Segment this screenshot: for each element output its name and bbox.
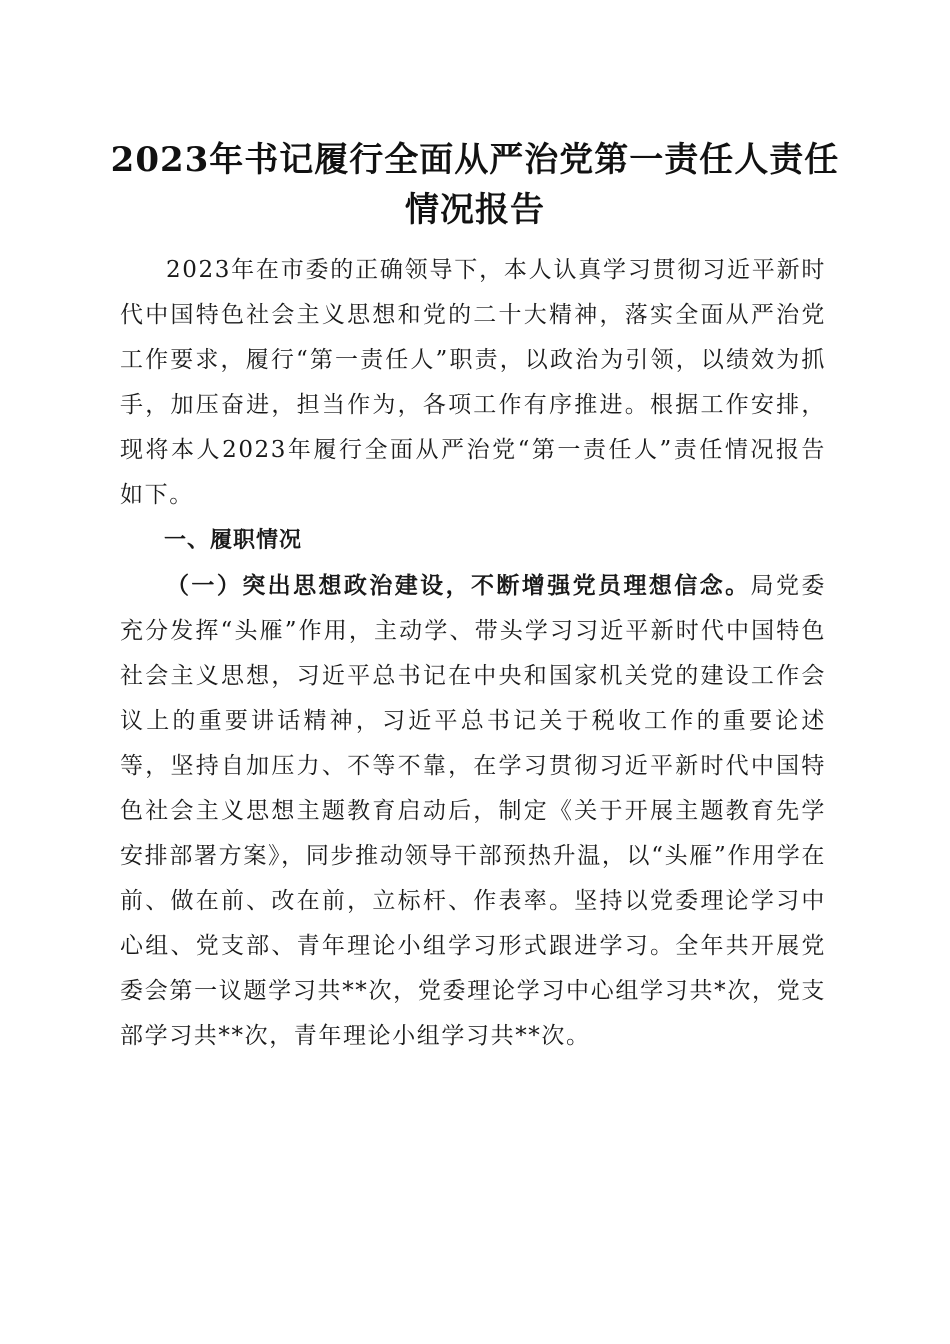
document-body (120, 248, 826, 1059)
section-1-1-paragraph (120, 563, 826, 1059)
section-1-1-body: 局党委充分发挥“头雁”作用，主动学、带头学习习近平新时代中国特色社会主义思想，习近平总书记在中央和国家机关党的建设工作会议上的重要讲话精神，习近平总书记关于税收工作的重要论述等，坚持自加压力、不等不靠，在学习贯彻习近平新时代中国特色社会主义思想主题教育启动后，制定《关于开展主题教育先学安排部署方案》，同步推动领导干部预热升温，以“头雁”作用学在前、做在前、改在前，立标杆、作表率。坚持以党委理论学习中心组、党支部、青年理论小组学习形式跟进学习。全年共开展党委会第一议题学习共**次，党委理论学习中心组学习共*次，党支部学习共**次，青年理论小组学习共**次。 (120, 573, 826, 1049)
section-heading-performance: 一、履职情况 (164, 528, 303, 553)
intro-paragraph: 2023年在市委的正确领导下，本人认真学习贯彻习近平新时代中国特色社会主义思想和党的二十大精神，落实全面从严治党工作要求，履行“第一责任人”职责，以政治为引领，以绩效为抓手，加压奋进，担当作为，各项工作有序推进。根据工作安排，现将本人2023年履行全面从严治党“第一责任人”责任情况报告如下。 (120, 257, 826, 508)
section-1-1-lead: （一）突出思想政治建设，不断增强党员理想信念。 (166, 572, 751, 599)
document-title: 2023年书记履行全面从严治党第一责任人责任情况报告 (110, 140, 840, 230)
